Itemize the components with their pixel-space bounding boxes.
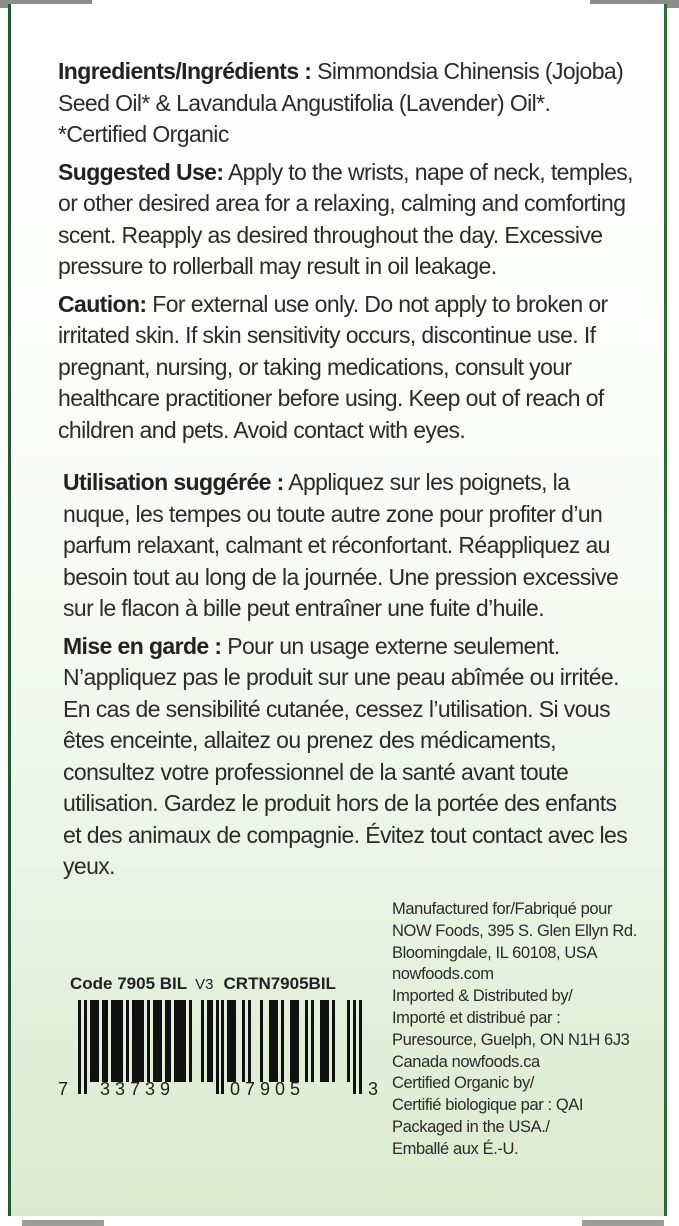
- barcode-bar: [189, 1000, 192, 1082]
- mfr-line: nowfoods.com: [392, 965, 494, 984]
- mfr-line: Bloomingdale, IL 60108, USA: [392, 943, 598, 962]
- barcode-bar: [248, 1000, 251, 1082]
- barcode-first-digit: 7: [58, 1079, 74, 1099]
- barcode-bar: [359, 1000, 362, 1094]
- upc-barcode: [78, 1000, 362, 1082]
- ingredients-text: Simmondsia Chinensis (Jojoba) Seed Oil* & Lavandula Angustifolia (Lavender) Oil*. *Certified Organic: [58, 58, 624, 147]
- barcode-bar: [305, 1000, 308, 1082]
- mfr-line: Certifié biologique par : QAI: [392, 1096, 584, 1115]
- barcode-bar: [281, 1000, 284, 1082]
- barcode-bar: [84, 1000, 87, 1094]
- barcode-bar: [260, 1000, 263, 1082]
- mise-en-garde-paragraph: [63, 631, 633, 883]
- product-code: Code 7905 BIL: [70, 974, 188, 993]
- barcode-bar: [242, 1000, 245, 1082]
- suggested-use-paragraph: [58, 157, 643, 283]
- barcode-bar: [290, 1000, 299, 1082]
- barcode-bar: [269, 1000, 278, 1082]
- mfr-line: Certified Organic by/: [392, 1074, 534, 1093]
- suggested-use-label: Suggested Use:: [58, 158, 224, 185]
- product-codes: [70, 974, 370, 994]
- barcode-bar: [165, 1000, 171, 1082]
- caution-paragraph: [58, 289, 643, 447]
- mise-en-garde-label: Mise en garde :: [63, 632, 222, 659]
- mfr-line: Packaged in the USA./: [392, 1117, 550, 1136]
- utilisation-paragraph: [63, 467, 633, 625]
- barcode-bar: [311, 1000, 314, 1082]
- mfr-line: Canada nowfoods.ca: [392, 1052, 540, 1071]
- barcode-bar: [227, 1000, 236, 1082]
- carton-bottom-edge-right: [582, 1220, 664, 1226]
- barcode-bar: [320, 1000, 329, 1082]
- barcode-bar: [132, 1000, 144, 1082]
- suggested-use-text: Apply to the wrists, nape of neck, temples, or other desired area for a relaxing, calming and comforting scent. Reapply as desired throughout the day. Excessive pressure to rollerball may result in oil leakage.: [58, 158, 633, 279]
- utilisation-text: Appliquez sur les poignets, la nuque, les tempes ou toute autre zone pour profiter d’un parfum relaxant, calmant et réconfortant. Réappliquez au besoin tout au long de la journée. Une pression excessive sur le flacon à bille peut entraîner une fuite d’huile.: [63, 469, 619, 621]
- carton-bottom-edge-left: [22, 1220, 104, 1226]
- mfr-line: Manufactured for/Fabriqué pour: [392, 900, 613, 918]
- ingredients-paragraph: [58, 56, 643, 151]
- french-section: [63, 467, 633, 889]
- barcode-bar: [153, 1000, 162, 1082]
- mfr-line: Puresource, Guelph, ON N1H 6J3: [392, 1030, 630, 1049]
- mfr-line: Importé et distribué par :: [392, 1008, 561, 1027]
- mfr-line: NOW Foods, 395 S. Glen Ellyn Rd.: [392, 921, 637, 940]
- manufacturer-info: [392, 899, 662, 1161]
- barcode-bar: [174, 1000, 186, 1082]
- barcode-bar: [78, 1000, 81, 1094]
- mfr-line: Emballé aux É.-U.: [392, 1139, 519, 1158]
- version-code: V3: [195, 976, 214, 993]
- carton-code: CRTN7905BIL: [223, 974, 336, 993]
- barcode-right-digits: 07905: [230, 1079, 306, 1099]
- barcode-bar: [126, 1000, 129, 1082]
- barcode-bar: [332, 1000, 335, 1082]
- barcode-bar: [216, 1000, 219, 1094]
- mise-en-garde-text: Pour un usage externe seulement. N’appliquez pas le produit sur une peau abîmée ou irritée. En cas de sensibilité cutanée, cessez l’utilisation. Si vous êtes enceinte, allaitez ou prenez des médicaments, consultez votre professionnel de la santé avant toute utilisation. Gardez le produit hors de la portée des enfants et des animaux de compagnie. Évitez tout contact avec les yeux.: [63, 632, 628, 879]
- caution-label: Caution:: [58, 290, 147, 317]
- barcode-bar: [111, 1000, 123, 1082]
- barcode-left-digits: 33739: [100, 1079, 176, 1099]
- barcode-bar: [353, 1000, 356, 1094]
- barcode-bar: [207, 1000, 213, 1082]
- caution-text: For external use only. Do not apply to broken or irritated skin. If skin sensitivity occurs, discontinue use. If pregnant, nursing, or taking medications, consult your healthcare practitioner before using. Keep out of reach of children and pets. Avoid contact with eyes.: [58, 290, 608, 443]
- utilisation-label: Utilisation suggérée :: [63, 469, 284, 495]
- barcode-bar: [221, 1000, 224, 1094]
- english-section: [58, 56, 643, 452]
- barcode-bar: [90, 1000, 99, 1082]
- barcode-last-digit: 3: [368, 1079, 384, 1099]
- barcode-bar: [147, 1000, 150, 1082]
- mfr-line: Imported & Distributed by/: [392, 987, 573, 1006]
- barcode-bar: [347, 1000, 350, 1082]
- barcode-bar: [201, 1000, 204, 1082]
- ingredients-label: Ingredients/Ingrédients :: [58, 58, 312, 84]
- barcode-bar: [102, 1000, 108, 1082]
